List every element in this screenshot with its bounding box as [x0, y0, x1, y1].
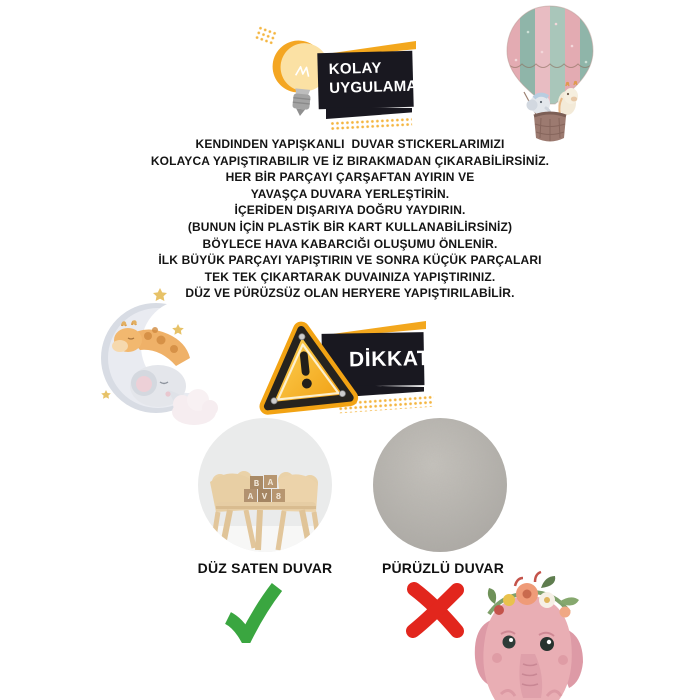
easy-banner-dots — [330, 117, 412, 130]
svg-text:A: A — [267, 478, 274, 488]
instruction-line: YAVAŞÇA DUVARA YERLEŞTİRİN. — [250, 186, 450, 201]
instruction-line: DÜZ VE PÜRÜZSÜZ OLAN HERYERE YAPIŞTIRILABİLİR. — [185, 286, 515, 301]
pink-elephant-illustration — [471, 562, 593, 700]
easy-banner-label-line1: KOLAY — [328, 59, 383, 78]
warning-triangle-icon — [249, 312, 361, 420]
application-instructions — [50, 136, 650, 302]
svg-text:V: V — [261, 492, 268, 502]
instruction-line: HER BİR PARÇAYI ÇARŞAFTAN AYIRIN VE — [225, 170, 475, 185]
warning-banner-label: DİKKAT — [348, 346, 431, 371]
easy-banner-plate — [317, 51, 418, 109]
cross-icon — [406, 582, 464, 638]
instruction-line: İÇERİDEN DIŞARIYA DOĞRU YAYDIRIN. — [234, 203, 466, 218]
smooth-wall-photo — [198, 418, 332, 552]
instruction-line: KENDINDEN YAPIŞKANLI DUVAR STICKERLARIMIZI — [195, 137, 505, 151]
svg-text:A: A — [247, 492, 254, 502]
instruction-line: İLK BÜYÜK PARÇAYI YAPIŞTIRIN VE SONRA KÜÇÜK PARÇALARI — [158, 253, 542, 268]
sleeping-animals-moon-illustration — [98, 286, 224, 432]
wall-type-label-smooth: DÜZ SATEN DUVAR — [197, 560, 333, 576]
rough-wall-photo — [373, 418, 507, 552]
instruction-line: BÖYLECE HAVA KABARCIĞI OLUŞUMU ÖNLENİR. — [202, 236, 498, 251]
wall-type-label-rough: PÜRÜZLÜ DUVAR — [381, 560, 505, 576]
check-icon — [222, 581, 282, 643]
instruction-line: TEK TEK ÇIKARTARAK DUVAINIZA YAPIŞTIRINIZ. — [204, 269, 496, 284]
svg-text:8: 8 — [275, 492, 282, 502]
instruction-line: KOLAYCA YAPIŞTIRABILIR VE İZ BIRAKMADAN ÇIKARABİLİRSİNİZ. — [150, 153, 550, 168]
instruction-line: (BUNUN İÇİN PLASTİK BİR KART KULLANABİLİRSİNİZ) — [187, 219, 513, 234]
svg-text:B: B — [253, 479, 260, 489]
hot-air-balloon-illustration — [494, 2, 606, 147]
easy-banner-label-line2: UYGULAMA — [328, 77, 418, 97]
